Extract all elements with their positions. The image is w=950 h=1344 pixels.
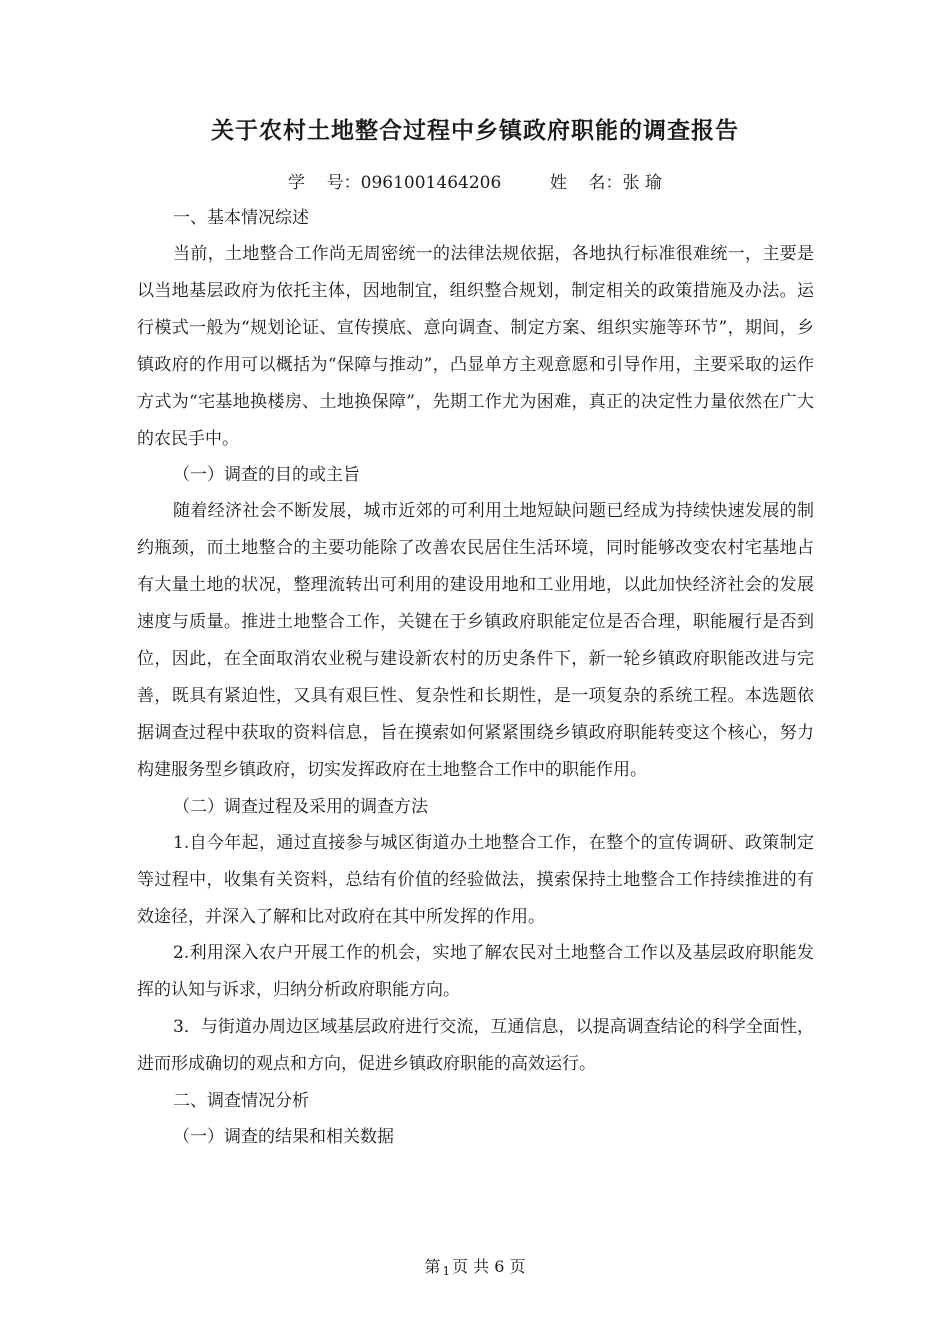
student-info: 学 号：0961001464206 姓 名：张 瑜	[288, 173, 662, 193]
paragraph: 3．与街道办周边区域基层政府进行交流，互通信息，以提高调查结论的科学全面性，进而形成确切的观点和方向，促进乡镇政府职能的高效运行。	[137, 1017, 814, 1075]
total-page-count: 6	[494, 1257, 505, 1276]
subsection-heading-1b: （二）调查过程及采用的调查方法	[173, 796, 428, 817]
document-body	[137, 200, 814, 1155]
subsection-heading-1a: （一）调查的目的或主旨	[173, 465, 360, 486]
section-heading-2: 二、调查情况分析	[173, 1091, 309, 1112]
paragraph: 随着经济社会不断发展，城市近郊的可利用土地短缺问题已经成为持续快速发展的制约瓶颈，而土地整合的主要功能除了改善农民居住生活环境，同时能够改变农村宅基地占有大量土地的状况，整理流转出可利用的建设用地和工业用地，以此加快经济社会的发展速度与质量。推进土地整合工作，关键在于乡镇政府职能定位是否合理，职能履行是否到位，因此，在全面取消农业税与建设新农村的历史条件下，新一轮乡镇政府职能改进与完善，既具有紧迫性，又具有艰巨性、复杂性和长期性，是一项复杂的系统工程。本选题依据调查过程中获取的资料信息，旨在摸索如何紧紧围绕乡镇政府职能转变这个核心，努力构建服务型乡镇政府，切实发挥政府在土地整合工作中的职能作用。	[137, 501, 814, 780]
paragraph: 2.利用深入农户开展工作的机会，实地了解农民对土地整合工作以及基层政府职能发挥的认知与诉求，归纳分析政府职能方向。	[137, 943, 814, 1001]
document-title: 关于农村土地整合过程中乡镇政府职能的调查报告	[211, 118, 739, 144]
section-heading-1: 一、基本情况综述	[173, 208, 309, 228]
page-footer	[0, 1254, 950, 1278]
footer-prefix: 第	[424, 1257, 441, 1276]
footer-middle: 页 共	[452, 1257, 495, 1276]
subsection-heading-2a: （一）调查的结果和相关数据	[173, 1127, 394, 1148]
paragraph: 当前，土地整合工作尚无周密统一的法律法规依据，各地执行标准很难统一，主要是以当地基层政府为依托主体，因地制宜，组织整合规划，制定相关的政策措施及办法。运行模式一般为“规划论证、宣传摸底、意向调查、制定方案、组织实施等环节”，期间，乡镇政府的作用可以概括为“保障与推动”，凸显单方主观意愿和引导作用，主要采取的运作方式为“宅基地换楼房、土地换保障”，先期工作尤为困难，真正的决定性力量依然在广大的农民手中。	[137, 244, 814, 449]
current-page-number: 1	[442, 1264, 451, 1278]
paragraph: 1.自今年起，通过直接参与城区街道办土地整合工作，在整个的宣传调研、政策制定等过程中，收集有关资料，总结有价值的经验做法，摸索保持土地整合工作持续推进的有效途径，并深入了解和比对政府在其中所发挥的作用。	[137, 832, 814, 927]
footer-suffix: 页	[504, 1257, 526, 1276]
